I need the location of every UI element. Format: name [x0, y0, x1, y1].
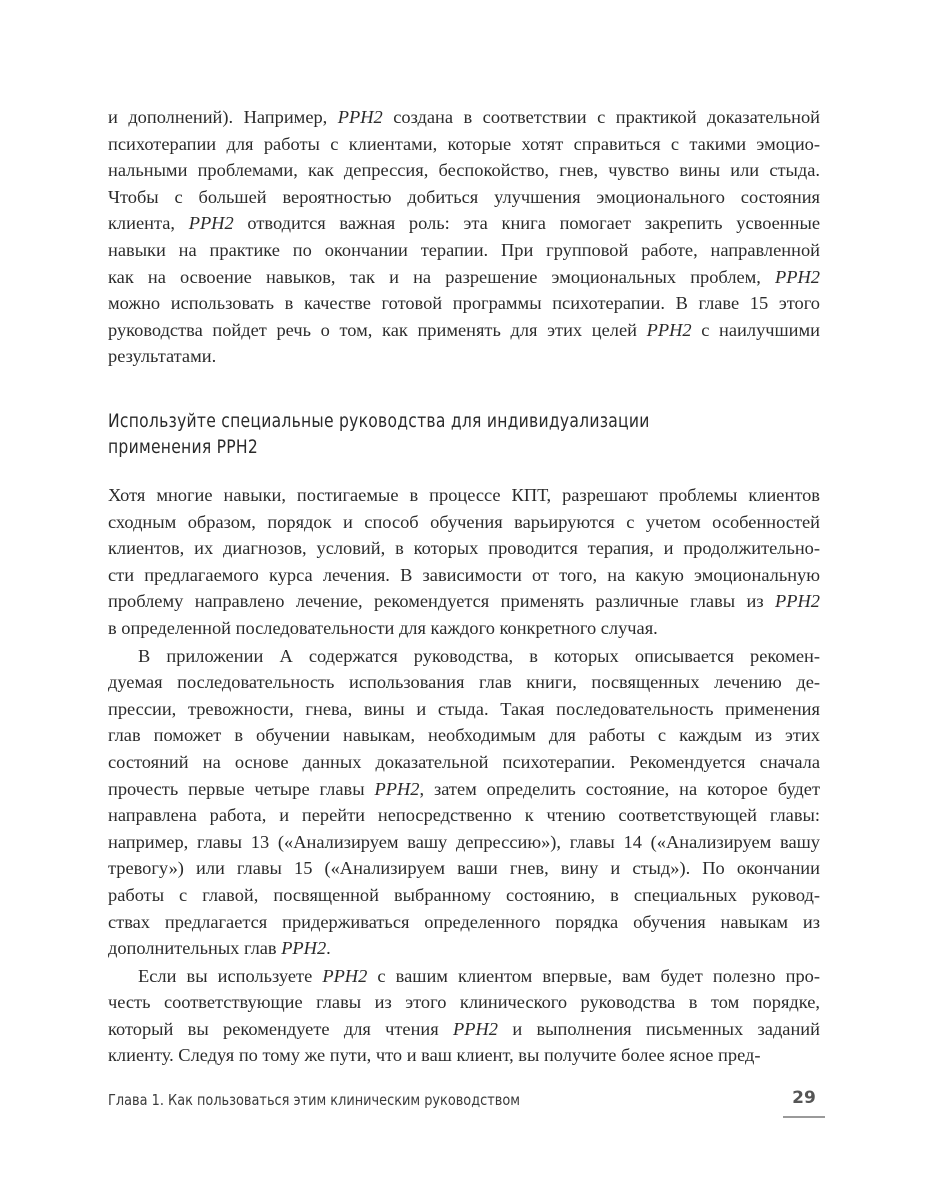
paragraph1-line: психотерапии для работы с клиентами, которые хотят справиться с такими эмоцио-: [108, 133, 820, 154]
paragraph1-line: нальными проблемами, как депрессия, беспокойство, гнев, чувство вины или стыда.: [108, 160, 820, 181]
paragraph3-line: глав поможет в обучении навыкам, необходимым для работы с каждым из этих: [108, 725, 820, 746]
paragraph2-line: Хотя многие навыки, постигаемые в процессе КПТ, разрешают проблемы клиентов: [108, 485, 820, 505]
paragraph4-line: который вы рекомендуете для чтения PPH2 и выполнения письменных заданий: [108, 1018, 820, 1039]
paragraph1-line: результатами.: [108, 346, 217, 367]
paragraph1-line: и дополнений). Например, PPH2 создана в соответствии с практикой доказательной: [108, 107, 820, 127]
book-abbreviation: PPH2: [337, 107, 383, 127]
paragraph3-line: например, главы 13 («Анализируем вашу депрессию»), главы 14 («Анализируем вашу: [108, 831, 820, 852]
paragraph2-line: сходным образом, порядок и способ обучения варьируются с учетом особенностей: [108, 511, 820, 532]
book-abbreviation: PPH2: [281, 938, 327, 959]
paragraph-1: [108, 104, 820, 370]
book-abbreviation: PPH2: [646, 319, 692, 340]
paragraph2-line: проблему направлено лечение, рекомендуется применять различные главы из PPH2: [108, 591, 820, 612]
paragraph3-line: дополнительных глав PPH2.: [108, 938, 331, 959]
paragraph1-line: клиента, PPH2 отводится важная роль: эта книга помогает закрепить усвоенные: [108, 213, 820, 234]
paragraph4-line: честь соответствующие главы из этого клинического руководства в том порядке,: [108, 992, 820, 1013]
paragraph4-line: Если вы используете PPH2 с вашим клиентом впервые, вам будет полезно про-: [138, 965, 820, 986]
page-number-rule: [783, 1116, 825, 1118]
book-abbreviation: PPH2: [322, 965, 368, 986]
body-text-block: [108, 482, 820, 1069]
paragraph1-line: руководства пойдет речь о том, как применять для этих целей PPH2 с наилучшими: [108, 319, 820, 340]
book-abbreviation: PPH2: [188, 213, 234, 234]
section-heading: [108, 408, 821, 460]
book-abbreviation: PPH2: [374, 778, 420, 799]
paragraph4-line: клиенту. Следуя по тому же пути, что и ваш клиент, вы получите более ясное пред-: [108, 1045, 761, 1066]
paragraph2-line: в определенной последовательности для каждого конкретного случая.: [108, 617, 658, 638]
paragraph1-line: навыки на практике по окончании терапии. При групповой работе, направленной: [108, 239, 820, 260]
paragraph3-line: состояний на основе данных доказательной психотерапии. Рекомендуется сначала: [108, 751, 820, 772]
book-abbreviation: PPH2: [453, 1018, 498, 1039]
section-heading-line-2: применения PPH2: [108, 436, 259, 458]
paragraph2-line: клиентов, их диагнозов, условий, в которых проводится терапия, и продолжительно-: [108, 538, 820, 559]
running-footer-title: Глава 1. Как пользоваться этим клиническим руководством: [108, 1091, 520, 1109]
paragraph2-line: сти предлагаемого курса лечения. В зависимости от того, на какую эмоциональную: [108, 564, 820, 585]
paragraph3-line: тревогу») или главы 15 («Анализируем ваши гнев, вину и стыд»). По окончании: [108, 858, 820, 879]
paragraph3-line: В приложении А содержатся руководства, в которых описывается рекомен-: [138, 645, 820, 666]
paragraph1-line: как на освоение навыков, так и на разрешение эмоциональных проблем, PPH2: [108, 266, 820, 287]
paragraph3-line: дуемая последовательность использования глав книги, посвященных лечению де-: [108, 672, 820, 693]
page-number: 29: [792, 1088, 816, 1108]
paragraph3-line: ствах предлагается придерживаться определенного порядка обучения навыкам из: [108, 911, 820, 932]
paragraph3-line: прочесть первые четыре главы PPH2, затем определить состояние, на которое будет: [108, 778, 820, 799]
paragraph3-line: прессии, тревожности, гнева, вины и стыда. Такая последовательность применения: [108, 698, 820, 719]
book-abbreviation: PPH2: [775, 591, 820, 612]
section-heading-line-1: Используйте специальные руководства для индивидуализации: [108, 410, 650, 432]
paragraph3-line: направлена работа, и перейти непосредственно к чтению соответствующей главы:: [108, 805, 820, 826]
paragraph1-line: можно использовать в качестве готовой программы психотерапии. В главе 15 этого: [108, 293, 820, 314]
paragraph1-line: Чтобы с большей вероятностью добиться улучшения эмоционального состояния: [108, 186, 820, 207]
book-abbreviation: PPH2: [775, 266, 820, 287]
paragraph3-line: работы с главой, посвященной выбранному состоянию, в специальных руковод-: [108, 884, 820, 905]
